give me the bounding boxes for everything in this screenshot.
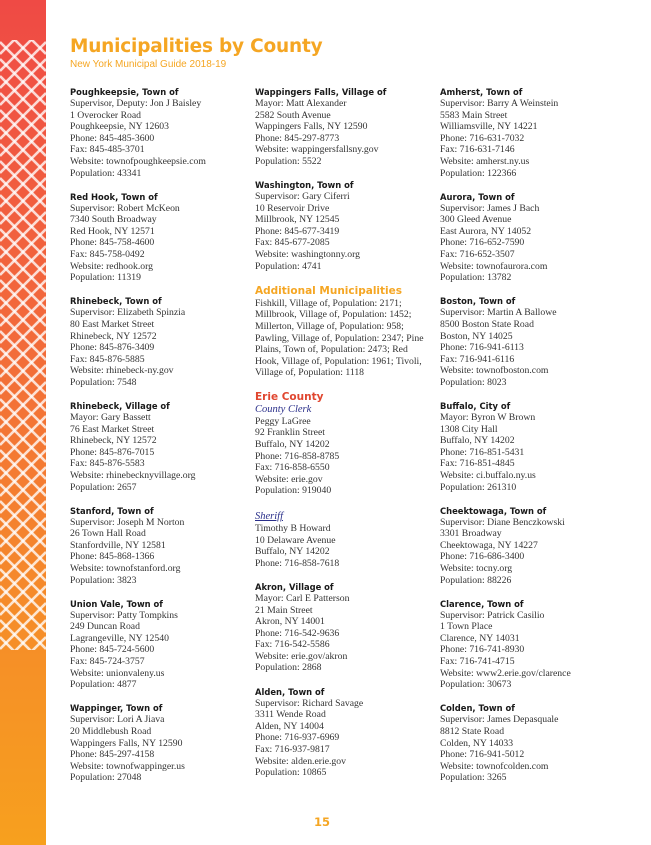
decorative-sidebar	[0, 0, 46, 845]
detail-line: Website: rhinebecknyvillage.org	[70, 469, 196, 481]
detail-line: Phone: 716-941-6113	[440, 342, 524, 354]
detail-line: Poughkeepsie, NY 12603	[70, 121, 169, 133]
page-title: Municipalities by County	[70, 36, 323, 57]
municipality-entry	[440, 400, 620, 493]
detail-line: Fax: 716-631-7146	[440, 144, 515, 156]
detail-line: Fax: 845-758-0492	[70, 249, 145, 261]
detail-line: Peggy LaGree	[255, 415, 311, 427]
detail-line: Supervisor: Richard Savage	[255, 697, 364, 709]
detail-line: 3311 Wende Road	[255, 709, 326, 721]
county-heading: Erie County	[255, 390, 324, 403]
detail-line: Mayor: Byron W Brown	[440, 411, 536, 423]
municipality-entry	[440, 598, 620, 691]
detail-line: Website: townofpoughkeepsie.com	[70, 155, 206, 167]
detail-line: Fax: 716-937-9817	[255, 743, 330, 755]
detail-line: Mayor: Carl E Patterson	[255, 592, 350, 604]
detail-line: Population: 30673	[440, 679, 512, 691]
municipality-name: Wappingers Falls, Village of	[255, 87, 387, 97]
detail-line: Population: 4741	[255, 260, 322, 272]
column-middle	[255, 86, 435, 790]
detail-line: Wappingers Falls, NY 12590	[70, 737, 183, 749]
detail-line: Website: erie.gov	[255, 473, 323, 485]
detail-line: Supervisor: Barry A Weinstein	[440, 98, 559, 109]
detail-line: Phone: 716-652-7590	[440, 237, 525, 249]
sheriff-entry	[255, 511, 435, 569]
municipality-name: Boston, Town of	[440, 296, 516, 307]
detail-line: Fax: 716-741-4715	[440, 656, 515, 668]
county-clerk-entry	[255, 404, 435, 497]
detail-line: Rhinebeck, NY 12572	[70, 330, 157, 342]
municipality-entry	[70, 400, 250, 493]
lattice-pattern-icon	[0, 0, 46, 845]
detail-line: Website: wappingersfallsny.gov	[255, 144, 379, 156]
detail-line: East Aurora, NY 14052	[440, 225, 532, 237]
detail-line: Fax: 845-485-3701	[70, 144, 145, 156]
municipality-entry	[255, 179, 435, 272]
detail-line: Colden, NY 14033	[440, 737, 514, 749]
detail-line: Population: 5522	[255, 155, 322, 167]
detail-line: Phone: 716-631-7032	[440, 132, 525, 144]
municipality-name: Buffalo, City of	[440, 400, 511, 411]
detail-line: Population: 7548	[70, 376, 137, 388]
detail-line: Population: 10865	[255, 767, 327, 779]
detail-line: Supervisor: Joseph M Norton	[70, 516, 185, 528]
municipality-name: Wappinger, Town of	[70, 703, 163, 714]
detail-line: Stanfordville, NY 12581	[70, 539, 166, 551]
detail-line: Fax: 716-652-3507	[440, 249, 515, 261]
municipality-entry	[70, 295, 250, 388]
municipality-name: Alden, Town of	[255, 686, 325, 697]
municipality-entry	[255, 581, 435, 674]
detail-line: Supervisor: James J Bach	[440, 202, 540, 214]
detail-line: Phone: 716-741-8930	[440, 644, 525, 656]
municipality-name: Red Hook, Town of	[70, 191, 158, 202]
detail-line: Fishkill, Village of, Population: 2171;	[255, 297, 402, 309]
detail-line: Website: www2.erie.gov/clarence	[440, 667, 571, 679]
detail-line: Boston, NY 14025	[440, 330, 513, 342]
detail-line: Buffalo, NY 14202	[440, 435, 515, 447]
detail-line: Phone: 845-724-5600	[70, 644, 155, 656]
municipality-entry	[70, 191, 250, 284]
column-right	[440, 86, 620, 795]
detail-line: 10 Delaware Avenue	[255, 534, 336, 546]
detail-line: Population: 3265	[440, 772, 507, 784]
detail-line: Supervisor: Martin A Ballowe	[440, 307, 557, 319]
detail-line: Phone: 845-297-4158	[70, 749, 155, 761]
detail-line: Phone: 716-858-8785	[255, 450, 340, 462]
detail-line: Population: 122366	[440, 167, 517, 179]
municipality-name: Rhinebeck, Village of	[70, 400, 170, 411]
detail-line: Population: 2657	[70, 481, 137, 493]
detail-line: Phone: 845-485-3600	[70, 132, 155, 144]
detail-line: Website: amherst.ny.us	[440, 155, 530, 167]
detail-line: Mayor: Matt Alexander	[255, 98, 347, 109]
detail-line: Population: 11319	[70, 272, 141, 284]
detail-line: Akron, NY 14001	[255, 616, 325, 628]
detail-line: Phone: 845-297-8773	[255, 132, 340, 144]
detail-line: Website: washingtonny.org	[255, 249, 360, 261]
detail-line: Supervisor: Lori A Jiava	[70, 714, 165, 726]
detail-line: Population: 13782	[440, 272, 512, 284]
detail-line: Alden, NY 14004	[255, 720, 324, 732]
municipality-entry	[440, 295, 620, 388]
municipality-name: Union Vale, Town of	[70, 598, 163, 609]
detail-line: Phone: 716-858-7618	[255, 557, 340, 569]
column-left	[70, 86, 250, 795]
detail-line: Fax: 716-858-6550	[255, 462, 330, 474]
detail-line: Mayor: Gary Bassett	[70, 411, 151, 423]
additional-municipalities-list	[255, 298, 431, 379]
municipality-name: Colden, Town of	[440, 703, 515, 714]
detail-line: Fax: 845-876-5885	[70, 353, 145, 365]
page-subtitle: New York Municipal Guide 2018-19	[70, 59, 227, 70]
detail-line: Fax: 845-724-3757	[70, 656, 145, 668]
detail-line: Population: 4877	[70, 679, 137, 691]
detail-line: Population: 3823	[70, 574, 137, 586]
detail-line: Lagrangeville, NY 12540	[70, 632, 169, 644]
detail-line: 300 Gleed Avenue	[440, 214, 512, 226]
detail-line: Wappingers Falls, NY 12590	[255, 121, 368, 133]
county-clerk-heading: County Clerk	[255, 403, 312, 415]
detail-line: Fax: 845-876-5583	[70, 458, 145, 470]
detail-line: Buffalo, NY 14202	[255, 439, 330, 451]
detail-line: Supervisor: Elizabeth Spinzia	[70, 307, 186, 319]
detail-line: 80 East Market Street	[70, 318, 155, 330]
municipality-entry	[70, 505, 250, 587]
detail-line: Population: 8023	[440, 376, 507, 388]
detail-line: Phone: 845-876-7015	[70, 446, 155, 458]
detail-line: Website: tocny.org	[440, 563, 513, 574]
municipality-name: Washington, Town of	[255, 180, 354, 191]
detail-line: 7340 South Broadway	[70, 214, 157, 226]
detail-line: 26 Town Hall Road	[70, 528, 146, 540]
detail-line: Fax: 845-677-2085	[255, 237, 330, 249]
municipality-name: Poughkeepsie, Town of	[70, 87, 179, 97]
detail-line: Population: 261310	[440, 481, 517, 493]
municipality-name: Aurora, Town of	[440, 191, 515, 202]
detail-line: Website: erie.gov/akron	[255, 650, 348, 662]
detail-line: Website: townofaurora.com	[440, 260, 548, 272]
detail-line: 8500 Boston State Road	[440, 318, 534, 330]
detail-line: Population: 43341	[70, 167, 142, 179]
detail-line: Phone: 716-941-5012	[440, 749, 525, 761]
detail-line: Red Hook, NY 12571	[70, 225, 155, 237]
detail-line: 76 East Market Street	[70, 423, 155, 435]
detail-line: Phone: 845-677-3419	[255, 225, 340, 237]
detail-line: Website: unionvaleny.us	[70, 667, 165, 679]
municipality-entry	[440, 702, 620, 784]
detail-line: Timothy B Howard	[255, 523, 331, 535]
detail-line: Phone: 845-868-1366	[70, 551, 155, 563]
additional-municipalities-heading: Additional Municipalities	[255, 284, 403, 297]
detail-line: Williamsville, NY 14221	[440, 121, 538, 133]
detail-line: Fax: 716-941-6116	[440, 353, 515, 365]
detail-line: Phone: 716-542-9636	[255, 627, 340, 639]
municipality-entry	[70, 86, 250, 179]
page-number: 15	[314, 815, 331, 829]
detail-line: Supervisor: Robert McKeon	[70, 202, 180, 214]
detail-line: Supervisor: Patrick Casilio	[440, 609, 545, 621]
detail-line: Fax: 716-851-4845	[440, 458, 515, 470]
detail-line: Website: redhook.org	[70, 260, 153, 272]
municipality-name: Akron, Village of	[255, 581, 334, 592]
detail-line: Millerton, Village of, Population: 958;	[255, 320, 404, 332]
municipality-entry	[70, 702, 250, 784]
detail-line: Website: alden.erie.gov	[255, 755, 346, 767]
municipality-name: Cheektowaga, Town of	[440, 505, 547, 516]
municipality-entry	[255, 86, 435, 168]
detail-line: Buffalo, NY 14202	[255, 546, 330, 558]
municipality-entry	[255, 686, 435, 779]
detail-line: Population: 27048	[70, 772, 142, 784]
detail-line: 8812 State Road	[440, 725, 505, 737]
detail-line: Population: 88226	[440, 574, 512, 586]
detail-line: 92 Franklin Street	[255, 427, 325, 439]
detail-line: Population: 919040	[255, 485, 332, 497]
municipality-entry	[70, 598, 250, 691]
detail-line: 1 Overocker Road	[70, 109, 142, 121]
municipality-entry	[440, 505, 620, 587]
municipality-name: Clarence, Town of	[440, 598, 524, 609]
detail-line: 249 Duncan Road	[70, 621, 140, 633]
detail-line: 5583 Main Street	[440, 109, 508, 121]
municipality-entry	[440, 191, 620, 284]
detail-line: Phone: 845-758-4600	[70, 237, 155, 249]
detail-line: Website: townofwappinger.us	[70, 760, 185, 772]
municipality-name: Rhinebeck, Town of	[70, 296, 162, 307]
detail-line: Clarence, NY 14031	[440, 632, 520, 644]
detail-line: Fax: 716-542-5586	[255, 639, 330, 651]
detail-line: Supervisor: Diane Benczkowski	[440, 516, 565, 528]
detail-line: 10 Reservoir Drive	[255, 202, 330, 214]
detail-line: Phone: 716-851-5431	[440, 446, 525, 458]
detail-line: Supervisor: Patty Tompkins	[70, 609, 178, 621]
detail-line: Supervisor: James Depasquale	[440, 714, 559, 726]
detail-line: Village of, Population: 1118	[255, 367, 365, 379]
municipality-entry	[440, 86, 620, 179]
detail-line: Supervisor: Gary Ciferri	[255, 191, 350, 203]
detail-line: Hook, Village of, Population: 1961; Tivoli,	[255, 355, 422, 367]
detail-line: 1 Town Place	[440, 621, 493, 633]
sheriff-heading: Sheriff	[255, 511, 283, 523]
detail-line: Phone: 845-876-3409	[70, 342, 155, 354]
detail-line: Millbrook, Village of, Population: 1452;	[255, 309, 412, 321]
detail-line: Millbrook, NY 12545	[255, 214, 340, 226]
detail-line: 20 Middlebush Road	[70, 725, 152, 737]
municipality-name: Amherst, Town of	[440, 87, 523, 97]
detail-line: Website: townofstanford.org	[70, 563, 181, 574]
detail-line: 21 Main Street	[255, 604, 313, 616]
detail-line: Phone: 716-686-3400	[440, 551, 525, 563]
detail-line: Population: 2868	[255, 662, 322, 674]
municipality-name: Stanford, Town of	[70, 505, 154, 516]
detail-line: Plains, Town of, Population: 2473; Red	[255, 344, 408, 356]
detail-line: Website: rhinebeck-ny.gov	[70, 365, 174, 377]
detail-line: 1308 City Hall	[440, 423, 498, 435]
detail-line: Supervisor, Deputy: Jon J Baisley	[70, 98, 202, 109]
detail-line: Website: ci.buffalo.ny.us	[440, 469, 536, 481]
detail-line: Website: townofboston.com	[440, 365, 549, 377]
detail-line: Cheektowaga, NY 14227	[440, 539, 538, 551]
detail-line: Website: townofcolden.com	[440, 760, 549, 772]
detail-line: 3301 Broadway	[440, 528, 502, 540]
detail-line: Phone: 716-937-6969	[255, 732, 340, 744]
detail-line: Rhinebeck, NY 12572	[70, 435, 157, 447]
detail-line: 2582 South Avenue	[255, 109, 331, 121]
detail-line: Pawling, Village of, Population: 2347; Pine	[255, 332, 424, 344]
